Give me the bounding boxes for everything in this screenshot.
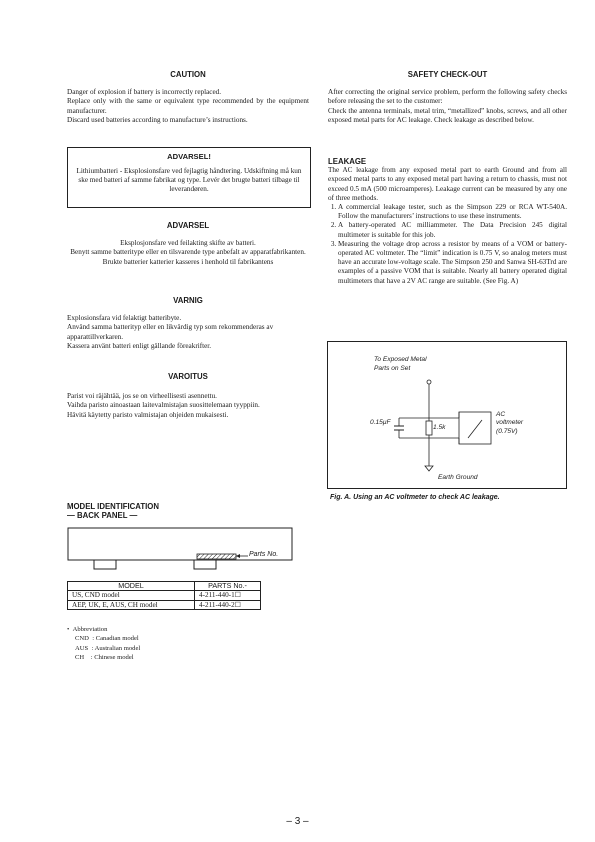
leakage-method-2: 2. A battery-operated AC milliammeter. The Data Precision 245 digital multimeter is suitable for this job. <box>338 221 567 239</box>
resistor-label: 1.5k <box>433 424 446 431</box>
parts-no-label: Parts No. <box>249 551 279 558</box>
top-label-line-2: Parts on Set <box>374 365 411 372</box>
advarsel-no-line-3: Brukte batterier katterier kasseres i henhold til fabrikantens <box>102 257 274 266</box>
parts-pointer-arrow <box>236 554 240 558</box>
parts-number-label-area <box>197 554 236 559</box>
leakage-method-1: 1. A commercial leakage tester, such as the Simpson 229 or RCA WT-540A. Follow the manufacturers’ instructions to use these instruments. <box>338 203 567 221</box>
voltmeter-box <box>459 412 491 444</box>
caution-line-1: Danger of explosion if battery is incorrectly replaced. <box>67 88 222 97</box>
figure-a-frame <box>327 341 567 489</box>
varoitus-section <box>67 372 309 420</box>
safety-section <box>328 70 567 125</box>
caution-line-2: Replace only with the same or equivalent type recommended by the equipment manufacturer. <box>67 97 309 115</box>
model-parts-table <box>67 581 261 610</box>
back-panel-foot-right <box>194 560 216 569</box>
leakage-section <box>328 157 567 286</box>
figure-top-label <box>374 355 427 373</box>
abbreviation-block <box>67 625 309 663</box>
advarsel-no-section <box>67 221 309 267</box>
table-cell-parts: 4-211-440-2☐ <box>195 600 261 609</box>
ground-label: Earth Ground <box>438 474 478 481</box>
table-cell-parts: 4-211-440-1☐ <box>195 591 261 600</box>
varnig-heading: VARNIG <box>173 296 203 305</box>
varnig-line-2: Använd samma batterityp eller en likvärdig typ som rekommenderas av apparattillverkaren. <box>67 323 274 341</box>
varnig-line-3: Kassera använt batteri enligt gällande föreakrifter. <box>67 341 212 350</box>
advarsel-dk-box <box>67 147 311 208</box>
back-panel-foot-left <box>94 560 116 569</box>
resistor <box>426 421 432 435</box>
caution-section <box>67 70 309 125</box>
varoitus-line-1: Parist voi räjähtää, jos se on virheellisesti asennettu. <box>67 392 217 401</box>
model-id-title: MODEL IDENTIFICATION <box>67 502 159 511</box>
advarsel-no-heading: ADVARSEL <box>166 221 210 230</box>
advarsel-dk-heading: ADVARSEL! <box>167 152 211 161</box>
advarsel-dk-text: Lithiumbatteri - Eksplosionsfare ved fejlagtig håndtering. Udskiftning må kun ske med batteri af samme fabrikat og type. Levér det brugte batteri tilbage til leverandøren. <box>76 167 302 194</box>
leakage-test-circuit <box>328 342 566 488</box>
model-id-subtitle: — BACK PANEL — <box>67 511 138 521</box>
table-row <box>68 591 261 600</box>
table-cell-model: AEP, UK, E, AUS, CH model <box>68 600 195 609</box>
page-number: – 3 – <box>286 816 309 827</box>
caution-heading: CAUTION <box>170 70 206 79</box>
safety-intro: After correcting the original service problem, perform the following safety checks before releasing the set to the customer: <box>328 88 567 106</box>
table-header-model: MODEL <box>68 582 195 591</box>
table-row <box>68 600 261 609</box>
table-cell-model: US, CND model <box>68 591 195 600</box>
voltmeter-label-line-3: (0.75V) <box>496 427 518 435</box>
top-terminal <box>427 380 431 384</box>
caution-line-3: Discard used batteries according to manufacture’s instructions. <box>67 115 248 124</box>
varoitus-line-3: Hävitä käytetty paristo valmistajan ohjeiden mukaisesti. <box>67 410 229 419</box>
ground-symbol <box>425 466 433 471</box>
leakage-method-3: 3. Measuring the voltage drop across a resistor by means of a VOM or battery-operated AC voltmeter. The “limit” indication is 0.75 V, so analog meters must have an accurate low-voltage scale. The Simpson 250 and Sanwa SH-63Trd are examples of a passive VOM that is suitable. Nearly all battery operated digital multimeters that have a 2V AC range are suitable. (See Fig. A) <box>338 240 567 286</box>
figure-caption: Fig. A. Using an AC voltmeter to check AC leakage. <box>330 494 500 501</box>
leakage-heading: LEAKAGE <box>328 157 367 166</box>
voltmeter-label-line-1: AC <box>496 411 506 418</box>
capacitor-label: 0.15μF <box>370 419 391 426</box>
voltmeter-needle <box>468 420 482 438</box>
safety-check: Check the antenna terminals, metal trim, “metallized” knobs, screws, and all other exposed metal parts for AC leakage. Check leakage as described below. <box>328 106 567 124</box>
leakage-intro: The AC leakage from any exposed metal part to earth Ground and from all exposed metal parts to any exposed metal part having a return to chassis, must not exceed 0.5 mA (500 microamperes). Leakage current can be measured by any one of three methods. <box>328 166 567 202</box>
abbreviation-cnd: CND : Canadian model <box>75 635 139 643</box>
abbreviation-title: Abbreviation <box>72 626 108 633</box>
varnig-line-1: Explosionsfara vid felaktigt batteribyte. <box>67 314 182 323</box>
voltmeter-label-line-2: voltmeter <box>496 419 524 427</box>
voltmeter-label <box>496 411 523 436</box>
safety-heading: SAFETY CHECK-OUT <box>407 70 488 79</box>
bullet-icon: • <box>67 626 73 633</box>
varoitus-heading: VAROITUS <box>168 372 208 381</box>
varoitus-line-2: Vaihda paristo ainoastaan laitevalmistajan suosittelemaan tyyppiin. <box>67 401 260 410</box>
abbreviation-ch: CH : Chinese model <box>75 654 134 662</box>
advarsel-no-line-1: Eksplosjonsfare ved feilakting skifte av batteri. <box>120 239 256 248</box>
top-label-line-1: To Exposed Metal <box>374 356 427 363</box>
model-id-heading <box>67 502 309 520</box>
advarsel-no-line-2: Benytt samme batteritype eller en tilsvarende type anbefalt av apparatfabrikanten. <box>70 248 306 257</box>
table-header-parts: PARTS No.- <box>195 582 261 591</box>
varnig-section <box>67 296 309 351</box>
abbreviation-aus: AUS : Australian model <box>75 644 141 652</box>
